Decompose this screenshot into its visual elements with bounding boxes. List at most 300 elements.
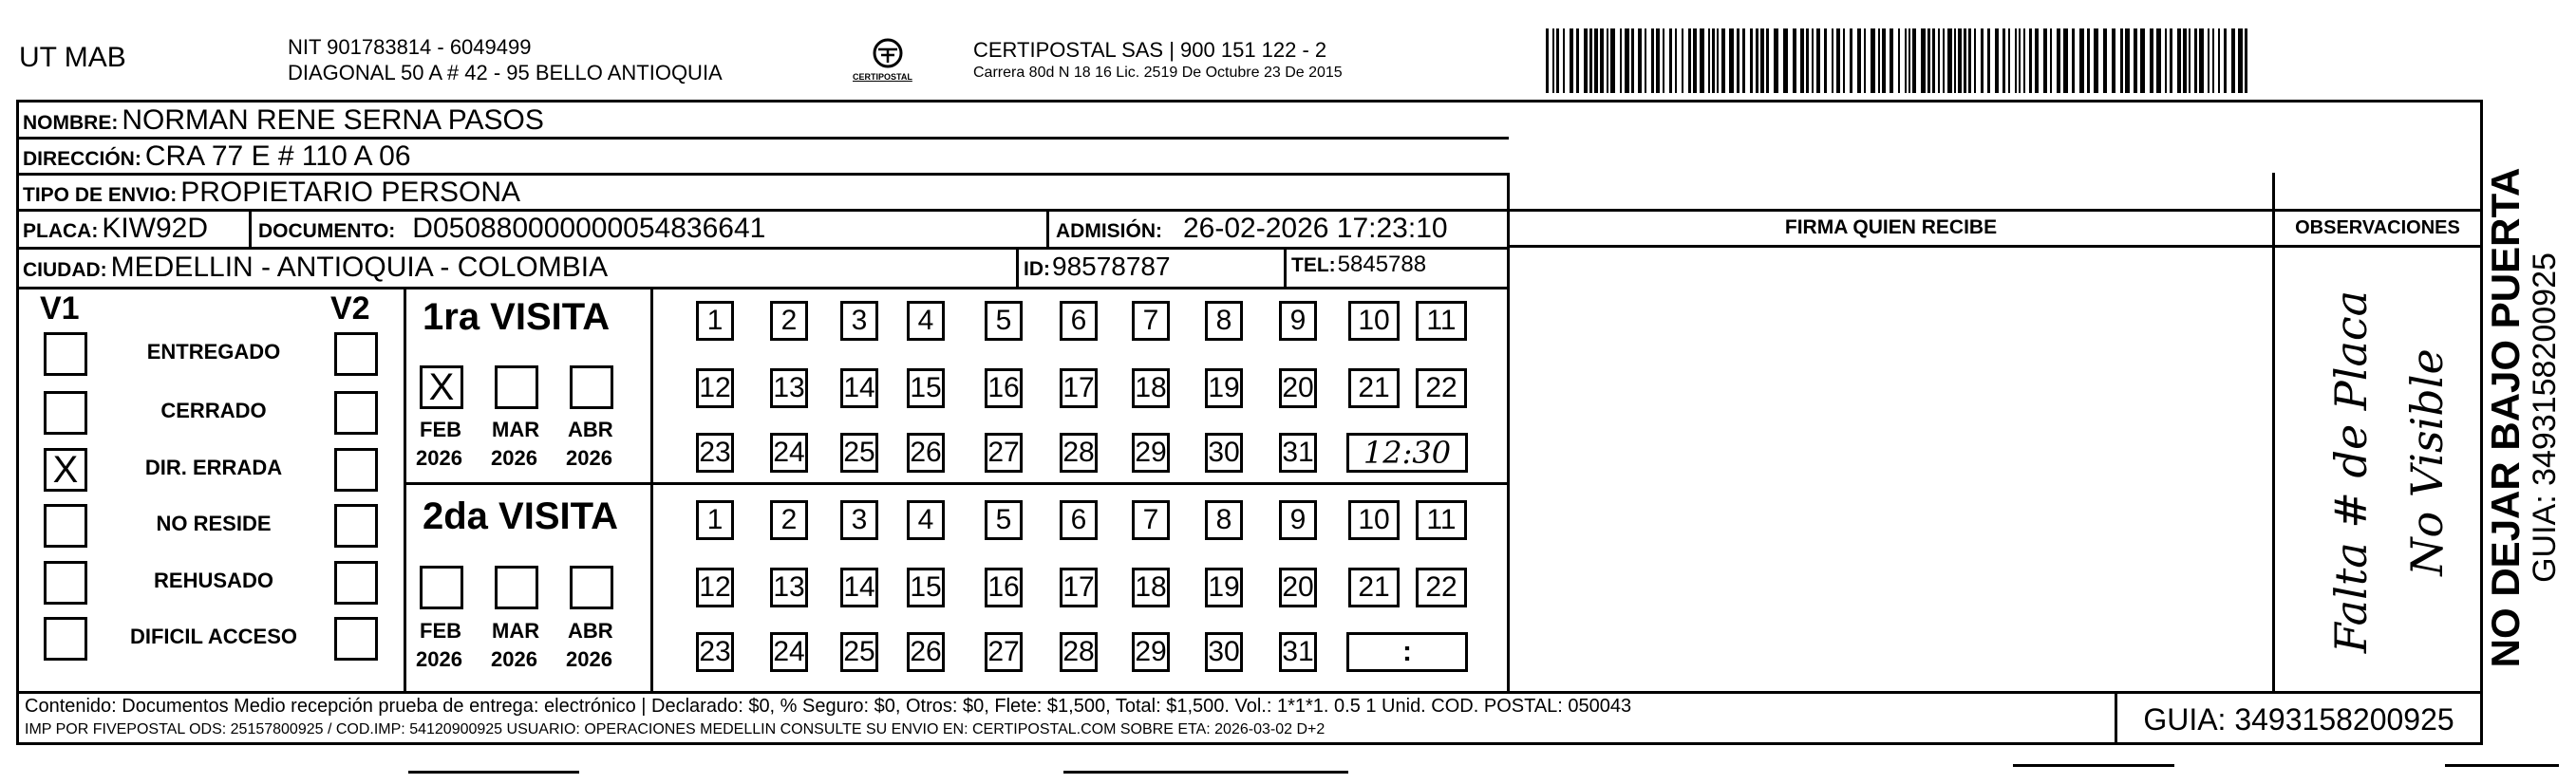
barcode-bar <box>2189 28 2191 93</box>
barcode-bar <box>1816 28 1820 93</box>
visit2-day-number: 4 <box>917 504 934 535</box>
visit1-day-number: 28 <box>1062 437 1095 468</box>
visit2-day-number: 16 <box>987 571 1020 603</box>
visit2-day-number: 9 <box>1289 504 1307 535</box>
tel-value: 5845788 <box>1337 252 1427 277</box>
barcode-bar <box>2072 28 2075 93</box>
visit2-feb-checkbox[interactable] <box>420 566 463 609</box>
visit1-day-box[interactable] <box>1279 368 1317 408</box>
visit2-day-number: 20 <box>1282 571 1314 603</box>
barcode-bar <box>2063 28 2068 93</box>
visit2-day-box[interactable] <box>840 568 878 607</box>
visit2-day-number: 8 <box>1215 504 1232 535</box>
visit2-year-mar: 2026 <box>491 647 537 671</box>
visit2-abr-checkbox[interactable] <box>570 566 613 609</box>
barcode-bar <box>2079 28 2084 93</box>
visit2-day-box[interactable] <box>696 500 734 540</box>
visit1-day-box[interactable] <box>907 301 945 341</box>
visit1-feb-checkbox[interactable] <box>420 365 463 409</box>
visit2-day-box[interactable] <box>907 568 945 607</box>
visit1-day-number: 29 <box>1135 437 1167 468</box>
barcode-bar <box>1871 28 1875 93</box>
visit1-day-number: 23 <box>699 437 731 468</box>
v1-status-checkbox[interactable] <box>44 391 87 435</box>
v2-status-checkbox[interactable] <box>334 332 378 376</box>
barcode-bar <box>2208 28 2209 93</box>
barcode-bar <box>1546 28 1549 93</box>
visit1-day-box[interactable] <box>985 368 1023 408</box>
barcode-bar <box>1721 28 1725 93</box>
visit2-day-number: 7 <box>1142 504 1159 535</box>
tipo-row <box>23 177 520 209</box>
barcode-bar <box>2008 28 2010 93</box>
documento-value: D050880000000054836641 <box>412 213 766 244</box>
barcode-bar <box>1968 28 1971 93</box>
visit2-day-number: 3 <box>851 504 868 535</box>
visit2-day-box[interactable] <box>770 632 808 672</box>
visit2-mar-checkbox[interactable] <box>495 566 538 609</box>
visit2-day-box[interactable] <box>1132 632 1170 672</box>
visit1-month-mar: MAR <box>492 418 540 441</box>
visit1-day-box[interactable] <box>985 301 1023 341</box>
visit2-day-box[interactable] <box>1416 568 1467 607</box>
v1-status-checkbox[interactable] <box>44 504 87 548</box>
ciudad-value: MEDELLIN - ANTIOQUIA - COLOMBIA <box>110 252 609 283</box>
barcode-bar <box>1651 28 1654 93</box>
documento-label: DOCUMENTO: <box>258 220 396 242</box>
barcode-bar <box>2094 28 2098 93</box>
barcode-bar <box>1974 28 1976 93</box>
barcode-bar <box>1943 28 1945 93</box>
visit2-day-number: 18 <box>1135 571 1167 603</box>
certipostal-license: Carrera 80d N 18 16 Lic. 2519 De Octubre 23 De 2015 <box>973 65 1343 81</box>
visit2-day-box[interactable] <box>1205 500 1243 540</box>
v1-status-checkbox[interactable] <box>44 617 87 661</box>
barcode-bar <box>1927 28 1930 93</box>
visit1-day-box[interactable] <box>1060 433 1098 473</box>
barcode-bar <box>1882 28 1886 93</box>
barcode-bar <box>1737 28 1739 93</box>
barcode-bar <box>1912 28 1916 93</box>
barcode-bar <box>2199 28 2204 93</box>
visit1-day-box[interactable] <box>1132 433 1170 473</box>
barcode-bar <box>2029 28 2032 93</box>
barcode-bar <box>1987 28 1990 93</box>
visit1-year-mar: 2026 <box>491 446 537 470</box>
visit1-day-number: 13 <box>773 372 805 403</box>
visit1-day-box[interactable] <box>1279 433 1317 473</box>
footer-contenido: Contenido: Documentos Medio recepción prueba de entrega: electrónico | Declarado: $0, % Seguro: $0, Otros: $0, Flete: $1,500, Total: $1,500. Vol.: 1*1*1. 0.5 1 Unid. COD. POSTAL: 050043 <box>25 696 1632 717</box>
barcode-bar <box>1552 28 1554 93</box>
direccion-row <box>23 140 411 173</box>
visit1-day-number: 9 <box>1289 305 1307 336</box>
direccion-label: DIRECCIÓN: <box>23 148 141 170</box>
tel-label: TEL: <box>1291 254 1336 276</box>
visit2-day-number: 23 <box>699 636 731 667</box>
visit1-day-box[interactable] <box>1205 301 1243 341</box>
footer-imp: IMP POR FIVEPOSTAL ODS: 25157800925 / COD.IMP: 54120900925 USUARIO: OPERACIONES MEDELLIN CONSULTE SU ENVIO EN: CERTIPOSTAL.COM SOBRE ETA: 2026-03-02 D+2 <box>25 721 1326 737</box>
visit2-day-box[interactable] <box>696 632 734 672</box>
barcode-bar <box>1793 28 1796 93</box>
v1-check-mark: X <box>52 449 79 491</box>
barcode-bar <box>2238 28 2243 93</box>
barcode-bar <box>2057 28 2060 93</box>
barcode-bar <box>1921 28 1926 93</box>
visit1-day-number: 31 <box>1282 437 1314 468</box>
visit1-day-box[interactable] <box>840 433 878 473</box>
visit2-day-box[interactable] <box>1060 500 1098 540</box>
barcode-bar <box>2015 28 2017 93</box>
barcode-bar <box>1995 28 1999 93</box>
firma-header: FIRMA QUIEN RECIBE <box>1784 216 1998 238</box>
tel-row <box>1291 252 1426 278</box>
side-guia: GUIA: 3493158200925 <box>2527 252 2563 583</box>
visit1-day-box[interactable] <box>696 368 734 408</box>
visit1-day-number: 20 <box>1282 372 1314 403</box>
visit1-day-box[interactable] <box>1416 368 1467 408</box>
visit1-year-feb: 2026 <box>416 446 462 470</box>
barcode-bar <box>1656 28 1660 93</box>
visit2-day-box[interactable] <box>1060 568 1098 607</box>
v2-status-checkbox[interactable] <box>334 448 378 492</box>
visit2-day-number: 14 <box>843 571 875 603</box>
v1-status-checkbox[interactable] <box>44 448 87 492</box>
visit2-day-number: 24 <box>773 636 805 667</box>
placa-label: PLACA: <box>23 220 99 242</box>
barcode-bar <box>1954 28 1956 93</box>
visit2-day-box[interactable] <box>1348 500 1400 540</box>
barcode-bar <box>2112 28 2115 93</box>
company-address: DIAGONAL 50 A # 42 - 95 BELLO ANTIOQUIA <box>288 61 723 84</box>
tipo-value: PROPIETARIO PERSONA <box>180 177 521 208</box>
visit1-day-box[interactable] <box>696 301 734 341</box>
visit1-day-number: 11 <box>1426 305 1457 336</box>
visit2-month-mar: MAR <box>492 619 540 643</box>
visit2-time-box[interactable] <box>1346 632 1468 672</box>
barcode-bar <box>1607 28 1608 93</box>
v2-header: V2 <box>330 290 370 327</box>
id-row <box>1024 252 1171 282</box>
status-label: NO RESIDE <box>156 512 272 535</box>
visit1-time-box[interactable] <box>1346 433 1468 473</box>
barcode-bar <box>1717 28 1719 93</box>
barcode-bar <box>1610 28 1615 93</box>
visit1-day-number: 27 <box>987 437 1020 468</box>
barcode-bar <box>2140 28 2145 93</box>
barcode-bar <box>1688 28 1691 93</box>
visit1-abr-checkbox[interactable] <box>570 365 613 409</box>
visit1-day-box[interactable] <box>1348 301 1400 341</box>
barcode-bar <box>1556 28 1559 93</box>
barcode-bar <box>2120 28 2123 93</box>
barcode-bar <box>2150 28 2153 93</box>
visit1-day-number: 24 <box>773 437 805 468</box>
barcode-bar <box>1708 28 1710 93</box>
barcode-bar <box>1600 28 1604 93</box>
visit1-day-number: 7 <box>1142 305 1159 336</box>
barcode-bar <box>1850 28 1852 93</box>
visit1-day-number: 5 <box>995 305 1012 336</box>
visit1-day-box[interactable] <box>840 368 878 408</box>
visit1-day-box[interactable] <box>1205 368 1243 408</box>
barcode-bar <box>1625 28 1629 93</box>
barcode-bar <box>1843 28 1845 93</box>
barcode-bar <box>1631 28 1634 93</box>
visit2-day-box[interactable] <box>696 568 734 607</box>
barcode-bar <box>1729 28 1734 93</box>
status-label: DIFICIL ACCESO <box>129 625 297 648</box>
visit2-day-box[interactable] <box>985 632 1023 672</box>
barcode-bar <box>1712 28 1715 93</box>
visit2-year-feb: 2026 <box>416 647 462 671</box>
visit1-time: 12:30 <box>1363 435 1452 471</box>
visit1-year-abr: 2026 <box>566 446 612 470</box>
barcode-bar <box>1756 28 1758 93</box>
bottom-stroke <box>2013 764 2174 767</box>
visit1-day-box[interactable] <box>1416 301 1467 341</box>
handwritten-observation <box>2275 247 2480 691</box>
visit1-day-box[interactable] <box>1060 301 1098 341</box>
visit1-day-number: 10 <box>1358 305 1390 336</box>
visit1-month-feb: FEB <box>420 418 461 441</box>
visit2-day-number: 13 <box>773 571 805 603</box>
visit1-title: 1ra VISITA <box>423 296 611 338</box>
visit2-day-number: 22 <box>1425 571 1457 603</box>
visit1-day-box[interactable] <box>696 433 734 473</box>
visit2-day-box[interactable] <box>1279 500 1317 540</box>
v2-status-checkbox[interactable] <box>334 617 378 661</box>
barcode-bar <box>2231 28 2235 93</box>
barcode-bar <box>1584 28 1588 93</box>
admision-value: 26-02-2026 17:23:10 <box>1183 213 1448 244</box>
barcode-bar <box>1594 28 1598 93</box>
visit2-day-box[interactable] <box>1416 500 1467 540</box>
v1-header: V1 <box>40 290 80 327</box>
visit1-day-box[interactable] <box>1348 368 1400 408</box>
barcode-bar <box>1964 28 1966 93</box>
visit2-day-box[interactable] <box>985 568 1023 607</box>
visit2-day-number: 10 <box>1358 504 1390 535</box>
barcode-bar <box>1824 28 1827 93</box>
visit2-day-box[interactable] <box>1348 568 1400 607</box>
visit2-day-number: 29 <box>1135 636 1167 667</box>
barcode-bar <box>1700 28 1704 93</box>
visit2-day-number: 17 <box>1062 571 1095 603</box>
barcode-bar <box>1576 28 1579 93</box>
visit2-day-number: 31 <box>1282 636 1314 667</box>
visit2-title: 2da VISITA <box>423 495 618 537</box>
visit2-day-box[interactable] <box>1132 500 1170 540</box>
visit2-day-number: 1 <box>706 504 724 535</box>
visit2-day-number: 30 <box>1208 636 1240 667</box>
visit2-day-box[interactable] <box>770 500 808 540</box>
admision-row <box>1056 213 1448 245</box>
barcode-bar <box>1898 28 1900 93</box>
barcode-bar <box>2050 28 2052 93</box>
visit2-month-feb: FEB <box>420 619 461 643</box>
barcode-bar <box>1682 28 1683 93</box>
visit1-day-number: 15 <box>910 372 942 403</box>
visit1-day-number: 21 <box>1358 372 1390 403</box>
visit1-day-number: 1 <box>706 305 724 336</box>
visit1-day-number: 3 <box>851 305 868 336</box>
no-dejar-bajo-puerta: NO DEJAR BAJO PUERTA <box>2483 167 2528 668</box>
barcode-bar <box>2177 28 2181 93</box>
barcode-bar <box>2218 28 2220 93</box>
visit1-day-number: 25 <box>843 437 875 468</box>
visit2-day-box[interactable] <box>1060 632 1098 672</box>
certipostal-info: CERTIPOSTAL SAS | 900 151 122 - 2 <box>973 38 1327 62</box>
barcode-bar <box>1589 28 1592 93</box>
nombre-label: NOMBRE: <box>23 112 119 134</box>
barcode-bar <box>2023 28 2025 93</box>
visit1-day-box[interactable] <box>907 433 945 473</box>
v1-status-checkbox[interactable] <box>44 561 87 605</box>
barcode-bar <box>1645 28 1646 93</box>
barcode-bar <box>2224 28 2227 93</box>
visit1-day-box[interactable] <box>907 368 945 408</box>
status-label: CERRADO <box>160 399 267 422</box>
barcode-bar <box>1864 28 1866 93</box>
visit1-day-number: 12 <box>699 372 731 403</box>
visit1-day-number: 8 <box>1215 305 1232 336</box>
company-name: UT MAB <box>19 42 126 73</box>
barcode-bar <box>1905 28 1907 93</box>
barcode-bar <box>1675 28 1677 93</box>
visit2-day-box[interactable] <box>907 500 945 540</box>
footer-guia: GUIA: 3493158200925 <box>2143 701 2454 737</box>
visit2-day-box[interactable] <box>770 568 808 607</box>
barcode-bar <box>1878 28 1880 93</box>
tipo-label: TIPO DE ENVIO: <box>23 184 178 206</box>
visit2-day-box[interactable] <box>1205 568 1243 607</box>
visit1-day-box[interactable] <box>770 368 808 408</box>
visit2-day-box[interactable] <box>840 500 878 540</box>
placa-value: KIW92D <box>102 213 209 244</box>
barcode-bar <box>2019 28 2021 93</box>
barcode-bar <box>1958 28 1962 93</box>
documento-row <box>258 213 765 245</box>
visit2-day-box[interactable] <box>1205 632 1243 672</box>
barcode-bar <box>1563 28 1565 93</box>
barcode-bar <box>1932 28 1935 93</box>
barcode-bar <box>1570 28 1573 93</box>
id-value: 98578787 <box>1052 252 1171 281</box>
v2-status-checkbox[interactable] <box>334 504 378 548</box>
barcode-bar <box>1938 28 1940 93</box>
visit2-day-box[interactable] <box>840 632 878 672</box>
barcode-bar <box>1947 28 1952 93</box>
visit2-day-number: 21 <box>1358 571 1390 603</box>
handwritten-line-2: No Visible <box>2401 348 2453 576</box>
barcode-bar <box>1766 28 1769 93</box>
barcode-bar <box>1800 28 1804 93</box>
id-label: ID: <box>1024 258 1050 280</box>
barcode-bar <box>1836 28 1840 93</box>
barcode-bar <box>1832 28 1833 93</box>
visit2-year-abr: 2026 <box>566 647 612 671</box>
visit2-day-box[interactable] <box>1279 632 1317 672</box>
visit1-day-number: 16 <box>987 372 1020 403</box>
barcode-bar <box>2103 28 2107 93</box>
visit1-day-number: 30 <box>1208 437 1240 468</box>
direccion-value: CRA 77 E # 110 A 06 <box>144 140 411 172</box>
visit1-day-box[interactable] <box>1132 368 1170 408</box>
barcode-bar <box>2125 28 2130 93</box>
barcode-bar <box>2087 28 2090 93</box>
visit2-day-number: 26 <box>910 636 942 667</box>
visit1-day-number: 14 <box>843 372 875 403</box>
ciudad-label: CIUDAD: <box>23 259 107 281</box>
barcode-bar <box>1783 28 1788 93</box>
barcode-bar <box>1812 28 1814 93</box>
barcode-bar <box>1774 28 1778 93</box>
nombre-value: NORMAN RENE SERNA PASOS <box>122 104 544 136</box>
visit2-day-number: 19 <box>1208 571 1240 603</box>
visit1-day-box[interactable] <box>770 301 808 341</box>
visit1-day-box[interactable] <box>840 301 878 341</box>
visit1-day-box[interactable] <box>985 433 1023 473</box>
barcode-bar <box>2245 28 2247 93</box>
visit1-day-box[interactable] <box>1060 368 1098 408</box>
ciudad-row <box>23 252 608 284</box>
visit1-day-box[interactable] <box>770 433 808 473</box>
visit1-day-number: 17 <box>1062 372 1095 403</box>
nombre-row <box>23 104 544 137</box>
barcode-bar <box>1620 28 1622 93</box>
barcode-bar <box>2035 28 2039 93</box>
visit2-day-number: 5 <box>995 504 1012 535</box>
barcode-bar <box>1663 28 1664 93</box>
barcode-bar <box>1638 28 1642 93</box>
visit2-day-number: 11 <box>1426 504 1457 535</box>
certipostal-logo <box>850 34 926 91</box>
visit2-day-number: 2 <box>780 504 798 535</box>
certipostal-logo-text: CERTIPOSTAL <box>853 72 912 82</box>
v2-status-checkbox[interactable] <box>334 561 378 605</box>
barcode-bar <box>1890 28 1893 93</box>
v2-status-checkbox[interactable] <box>334 391 378 435</box>
visit2-day-box[interactable] <box>1132 568 1170 607</box>
visit1-day-number: 22 <box>1425 372 1457 403</box>
visit2-day-box[interactable] <box>907 632 945 672</box>
visit1-day-box[interactable] <box>1279 301 1317 341</box>
placa-row <box>23 213 208 245</box>
visit2-day-number: 27 <box>987 636 1020 667</box>
barcode-bar <box>2212 28 2214 93</box>
barcode-bar <box>2134 28 2137 93</box>
visit2-day-box[interactable] <box>1279 568 1317 607</box>
visit1-day-box[interactable] <box>1205 433 1243 473</box>
visit1-day-number: 19 <box>1208 372 1240 403</box>
barcode-bar <box>2170 28 2172 93</box>
v1-status-checkbox[interactable] <box>44 332 87 376</box>
barcode-bar <box>1760 28 1764 93</box>
visit1-mar-checkbox[interactable] <box>495 365 538 409</box>
company-nit: NIT 901783814 - 6049499 <box>288 35 532 59</box>
barcode-bar <box>2156 28 2161 93</box>
barcode-bar <box>1806 28 1809 93</box>
status-label: DIR. ERRADA <box>144 456 283 479</box>
visit2-day-box[interactable] <box>985 500 1023 540</box>
barcode-bar <box>1669 28 1672 93</box>
bottom-stroke <box>1063 771 1348 774</box>
visit1-day-box[interactable] <box>1132 301 1170 341</box>
visit1-day-number: 4 <box>917 305 934 336</box>
visit2-day-number: 12 <box>699 571 731 603</box>
status-label: REHUSADO <box>154 569 273 592</box>
barcode-bar <box>2194 28 2197 93</box>
